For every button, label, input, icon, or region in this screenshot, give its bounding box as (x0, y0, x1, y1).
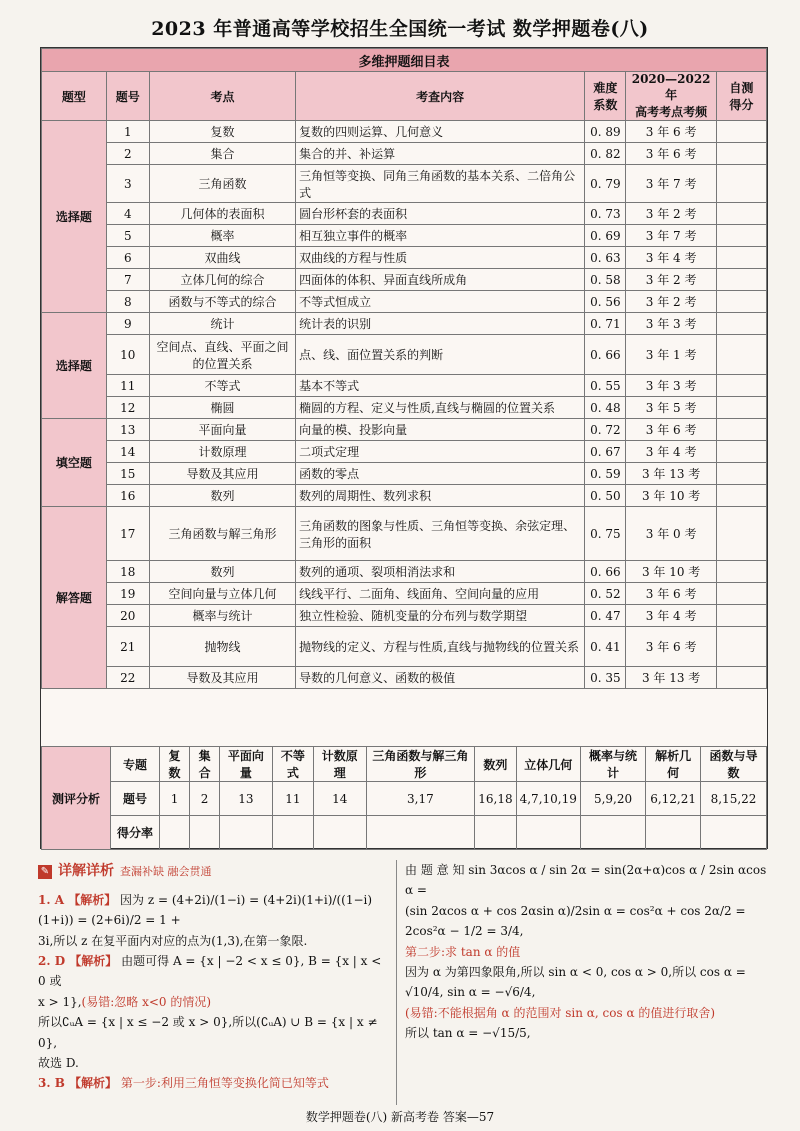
topic: 三角函数与解三角形 (149, 507, 295, 561)
page-title: 2023 年普通高等学校招生全国统一考试 数学押题卷(八) (151, 18, 649, 40)
content: 基本不等式 (296, 375, 585, 397)
difficulty: 0. 63 (585, 247, 626, 269)
frequency: 3 年 6 考 (626, 419, 716, 441)
q2-text3: 所以∁ᵤA = {x | x ≤ −2 或 x > 0},所以(∁ᵤA) ∪ B = {x | x ≠ 0}, (38, 1015, 378, 1050)
table-row (42, 203, 767, 225)
number-cell: 8,15,22 (701, 782, 767, 816)
table-row (42, 441, 767, 463)
difficulty: 0. 71 (585, 313, 626, 335)
frequency: 3 年 10 考 (626, 561, 716, 583)
column-header: 自测 得分 (716, 72, 766, 121)
topic: 数列 (149, 485, 295, 507)
topic-cell: 计数原理 (314, 747, 366, 782)
self-score-cell[interactable] (716, 561, 766, 583)
explain-banner (38, 860, 212, 884)
frequency: 3 年 6 考 (626, 583, 716, 605)
self-score-cell[interactable] (716, 627, 766, 667)
self-score-cell[interactable] (716, 605, 766, 627)
q2-text4: 故选 D. (38, 1056, 79, 1071)
r4: √10/4, sin α = −√6/4, (405, 985, 536, 1000)
topic: 概率与统计 (149, 605, 295, 627)
score-rate-cell[interactable] (220, 816, 272, 850)
table-row (42, 397, 767, 419)
group-label: 解答题 (42, 507, 107, 689)
question-number: 21 (106, 627, 149, 667)
topic-cell: 不等式 (272, 747, 313, 782)
self-score-cell[interactable] (716, 165, 766, 203)
question-number: 14 (106, 441, 149, 463)
frequency: 3 年 7 考 (626, 225, 716, 247)
frequency: 3 年 4 考 (626, 605, 716, 627)
question-number: 13 (106, 419, 149, 441)
table-row (42, 463, 767, 485)
table-row (42, 627, 767, 667)
difficulty: 0. 55 (585, 375, 626, 397)
q3-text: 第一步:利用三角恒等变换化简已知等式 (120, 1076, 329, 1091)
content: 向量的模、投影向量 (296, 419, 585, 441)
table-row (42, 225, 767, 247)
number-cell: 5,9,20 (580, 782, 645, 816)
self-score-cell[interactable] (716, 121, 766, 143)
score-rate-cell[interactable] (516, 816, 580, 850)
table-row (42, 291, 767, 313)
column-header: 难度 系数 (585, 72, 626, 121)
question-number: 1 (106, 121, 149, 143)
content: 三角恒等变换、同角三角函数的基本关系、二倍角公式 (296, 165, 585, 203)
analysis-table (41, 746, 767, 850)
r1: 由 题 意 知 sin 3αcos α / sin 2α = sin(2α+α)cos α / 2sin αcos α = (405, 863, 767, 898)
q1-text2: 3i,所以 z 在复平面内对应的点为(1,3),在第一象限. (38, 933, 308, 948)
step2: 第二步:求 tan α 的值 (405, 944, 521, 959)
difficulty: 0. 35 (585, 667, 626, 689)
question-number: 17 (106, 507, 149, 561)
question-number: 7 (106, 269, 149, 291)
self-score-cell[interactable] (716, 667, 766, 689)
topic: 集合 (149, 143, 295, 165)
difficulty: 0. 48 (585, 397, 626, 419)
self-score-cell[interactable] (716, 485, 766, 507)
column-header: 题型 (42, 72, 107, 121)
banner-subtitle: 查漏补缺 融会贯通 (120, 864, 212, 878)
score-rate-cell[interactable] (580, 816, 645, 850)
column-header: 考点 (149, 72, 295, 121)
table-row (42, 419, 767, 441)
table-row (42, 121, 767, 143)
topic-cell: 解析几何 (646, 747, 701, 782)
topic: 导数及其应用 (149, 463, 295, 485)
table-row (42, 561, 767, 583)
frequency: 3 年 6 考 (626, 627, 716, 667)
self-score-cell[interactable] (716, 419, 766, 441)
column-header: 题号 (106, 72, 149, 121)
difficulty: 0. 67 (585, 441, 626, 463)
question-number: 11 (106, 375, 149, 397)
column-header: 考查内容 (296, 72, 585, 121)
analysis-row-label: 题号 (111, 782, 160, 816)
column-divider (396, 860, 397, 1105)
content: 不等式恒成立 (296, 291, 585, 313)
q2-tag: 2. D 【解析】 (38, 954, 118, 969)
topic-cell: 数列 (475, 747, 516, 782)
table-row (42, 335, 767, 375)
question-number: 20 (106, 605, 149, 627)
self-score-cell[interactable] (716, 291, 766, 313)
analysis-row-label: 得分率 (111, 816, 160, 850)
difficulty: 0. 52 (585, 583, 626, 605)
question-number: 4 (106, 203, 149, 225)
banner-title: 详解详析 (58, 863, 114, 880)
self-score-cell[interactable] (716, 507, 766, 561)
topic: 空间点、直线、平面之间的位置关系 (149, 335, 295, 375)
difficulty: 0. 66 (585, 335, 626, 375)
group-label: 选择题 (42, 121, 107, 313)
topic-cell: 函数与导数 (701, 747, 767, 782)
topic-cell: 集合 (190, 747, 220, 782)
content: 独立性检验、随机变量的分布列与数学期望 (296, 605, 585, 627)
page-footer: 数学押题卷(八) 新高考卷 答案—57 (305, 1110, 495, 1124)
table-row (42, 269, 767, 291)
analysis-label: 测评分析 (42, 747, 111, 850)
difficulty: 0. 73 (585, 203, 626, 225)
self-score-cell[interactable] (716, 313, 766, 335)
frequency: 3 年 0 考 (626, 507, 716, 561)
content: 复数的四则运算、几何意义 (296, 121, 585, 143)
analysis-row (42, 816, 767, 850)
topic: 函数与不等式的综合 (149, 291, 295, 313)
self-score-cell[interactable] (716, 583, 766, 605)
content: 函数的零点 (296, 463, 585, 485)
topic: 椭圆 (149, 397, 295, 419)
difficulty: 0. 47 (585, 605, 626, 627)
group-label: 选择题 (42, 313, 107, 419)
self-score-cell[interactable] (716, 225, 766, 247)
score-rate-cell[interactable] (160, 816, 190, 850)
question-number: 6 (106, 247, 149, 269)
group-label: 填空题 (42, 419, 107, 507)
table-row (42, 667, 767, 689)
score-rate-cell[interactable] (475, 816, 516, 850)
topic: 概率 (149, 225, 295, 247)
topic: 抛物线 (149, 627, 295, 667)
q3-tag: 3. B 【解析】 (38, 1076, 118, 1091)
difficulty: 0. 58 (585, 269, 626, 291)
difficulty: 0. 50 (585, 485, 626, 507)
topic: 不等式 (149, 375, 295, 397)
frequency: 3 年 3 考 (626, 313, 716, 335)
explain-left (38, 860, 390, 1094)
table-row (42, 583, 767, 605)
difficulty: 0. 59 (585, 463, 626, 485)
content: 圆台形杯套的表面积 (296, 203, 585, 225)
topic: 立体几何的综合 (149, 269, 295, 291)
question-number: 3 (106, 165, 149, 203)
frequency: 3 年 4 考 (626, 441, 716, 463)
frequency: 3 年 13 考 (626, 667, 716, 689)
r3: 因为 α 为第四象限角,所以 sin α < 0, cos α > 0,所以 cos α = (405, 964, 746, 979)
table-row (42, 313, 767, 335)
content: 椭圆的方程、定义与性质,直线与椭圆的位置关系 (296, 397, 585, 419)
number-cell: 4,7,10,19 (516, 782, 580, 816)
content: 双曲线的方程与性质 (296, 247, 585, 269)
q2-text2: x > 1}, (38, 994, 82, 1009)
content: 数列的周期性、数列求积 (296, 485, 585, 507)
r5: 所以 tan α = −√15/5, (405, 1026, 531, 1041)
score-rate-cell[interactable] (272, 816, 313, 850)
number-cell: 3,17 (366, 782, 475, 816)
score-rate-cell[interactable] (314, 816, 366, 850)
explain-right (405, 860, 770, 1044)
self-score-cell[interactable] (716, 397, 766, 419)
analysis-row (42, 747, 767, 782)
score-rate-cell[interactable] (701, 816, 767, 850)
content: 四面体的体积、异面直线所成角 (296, 269, 585, 291)
difficulty: 0. 56 (585, 291, 626, 313)
table-row (42, 165, 767, 203)
self-score-cell[interactable] (716, 375, 766, 397)
topic: 计数原理 (149, 441, 295, 463)
difficulty: 0. 72 (585, 419, 626, 441)
r4-note: (易错:不能根据角 α 的范围对 sin α, cos α 的值进行取舍) (405, 1005, 716, 1020)
difficulty: 0. 75 (585, 507, 626, 561)
q2-note: (易错:忽略 x<0 的情况) (81, 994, 212, 1009)
column-header: 2020—2022 年 高考考点考频 (626, 72, 716, 121)
frequency: 3 年 13 考 (626, 463, 716, 485)
frequency: 3 年 7 考 (626, 165, 716, 203)
analysis-row (42, 782, 767, 816)
content: 导数的几何意义、函数的极值 (296, 667, 585, 689)
detail-table-box (40, 47, 768, 849)
content: 点、线、面位置关系的判断 (296, 335, 585, 375)
score-rate-cell[interactable] (366, 816, 475, 850)
q2-text: 由题可得 A = {x | −2 < x ≤ 0}, B = {x | x < 0 或 (38, 954, 382, 989)
number-cell: 11 (272, 782, 313, 816)
score-rate-cell[interactable] (646, 816, 701, 850)
content: 数列的通项、裂项相消法求和 (296, 561, 585, 583)
question-number: 10 (106, 335, 149, 375)
question-number: 8 (106, 291, 149, 313)
frequency: 3 年 6 考 (626, 121, 716, 143)
table-title: 多维押题细目表 (42, 49, 767, 72)
q1-text: 因为 z = (4+2i)/(1−i) = (4+2i)(1+i)/((1−i)(1+i)) = (2+6i)/2 = 1 + (38, 892, 373, 928)
detail-table (41, 48, 767, 689)
number-cell: 13 (220, 782, 272, 816)
topic: 复数 (149, 121, 295, 143)
frequency: 3 年 6 考 (626, 143, 716, 165)
frequency: 3 年 2 考 (626, 203, 716, 225)
number-cell: 1 (160, 782, 190, 816)
self-score-cell[interactable] (716, 247, 766, 269)
self-score-cell[interactable] (716, 143, 766, 165)
topic: 数列 (149, 561, 295, 583)
question-number: 9 (106, 313, 149, 335)
self-score-cell[interactable] (716, 463, 766, 485)
question-number: 5 (106, 225, 149, 247)
topic-cell: 复数 (160, 747, 190, 782)
topic-cell: 立体几何 (516, 747, 580, 782)
question-number: 2 (106, 143, 149, 165)
q1-tag: 1. A 【解析】 (38, 892, 117, 907)
content: 线线平行、二面角、线面角、空间向量的应用 (296, 583, 585, 605)
pencil-icon: ✎ (38, 865, 52, 879)
content: 二项式定理 (296, 441, 585, 463)
difficulty: 0. 89 (585, 121, 626, 143)
content: 三角函数的图象与性质、三角恒等变换、余弦定理、三角形的面积 (296, 507, 585, 561)
table-row (42, 247, 767, 269)
question-number: 12 (106, 397, 149, 419)
difficulty: 0. 79 (585, 165, 626, 203)
frequency: 3 年 2 考 (626, 291, 716, 313)
content: 集合的并、补运算 (296, 143, 585, 165)
number-cell: 16,18 (475, 782, 516, 816)
self-score-cell[interactable] (716, 441, 766, 463)
question-number: 18 (106, 561, 149, 583)
number-cell: 6,12,21 (646, 782, 701, 816)
topic-cell: 概率与统计 (580, 747, 645, 782)
self-score-cell[interactable] (716, 203, 766, 225)
topic: 导数及其应用 (149, 667, 295, 689)
table-row (42, 143, 767, 165)
content: 相互独立事件的概率 (296, 225, 585, 247)
topic: 三角函数 (149, 165, 295, 203)
r2: (sin 2αcos α + cos 2αsin α)/2sin α = cos²α + cos 2α/2 = 2cos²α − 1/2 = 3/4, (405, 903, 746, 939)
difficulty: 0. 41 (585, 627, 626, 667)
frequency: 3 年 4 考 (626, 247, 716, 269)
topic: 空间向量与立体几何 (149, 583, 295, 605)
topic: 平面向量 (149, 419, 295, 441)
question-number: 15 (106, 463, 149, 485)
self-score-cell[interactable] (716, 335, 766, 375)
content: 抛物线的定义、方程与性质,直线与抛物线的位置关系 (296, 627, 585, 667)
difficulty: 0. 66 (585, 561, 626, 583)
table-row (42, 485, 767, 507)
topic: 双曲线 (149, 247, 295, 269)
question-number: 19 (106, 583, 149, 605)
frequency: 3 年 3 考 (626, 375, 716, 397)
difficulty: 0. 82 (585, 143, 626, 165)
analysis-row-label: 专题 (111, 747, 160, 782)
question-number: 22 (106, 667, 149, 689)
frequency: 3 年 5 考 (626, 397, 716, 419)
topic: 统计 (149, 313, 295, 335)
difficulty: 0. 69 (585, 225, 626, 247)
topic-cell: 三角函数与解三角形 (366, 747, 475, 782)
table-row (42, 605, 767, 627)
content: 统计表的识别 (296, 313, 585, 335)
frequency: 3 年 2 考 (626, 269, 716, 291)
self-score-cell[interactable] (716, 269, 766, 291)
topic: 几何体的表面积 (149, 203, 295, 225)
frequency: 3 年 1 考 (626, 335, 716, 375)
frequency: 3 年 10 考 (626, 485, 716, 507)
score-rate-cell[interactable] (190, 816, 220, 850)
table-row (42, 507, 767, 561)
question-number: 16 (106, 485, 149, 507)
number-cell: 2 (190, 782, 220, 816)
topic-cell: 平面向量 (220, 747, 272, 782)
table-row (42, 375, 767, 397)
number-cell: 14 (314, 782, 366, 816)
